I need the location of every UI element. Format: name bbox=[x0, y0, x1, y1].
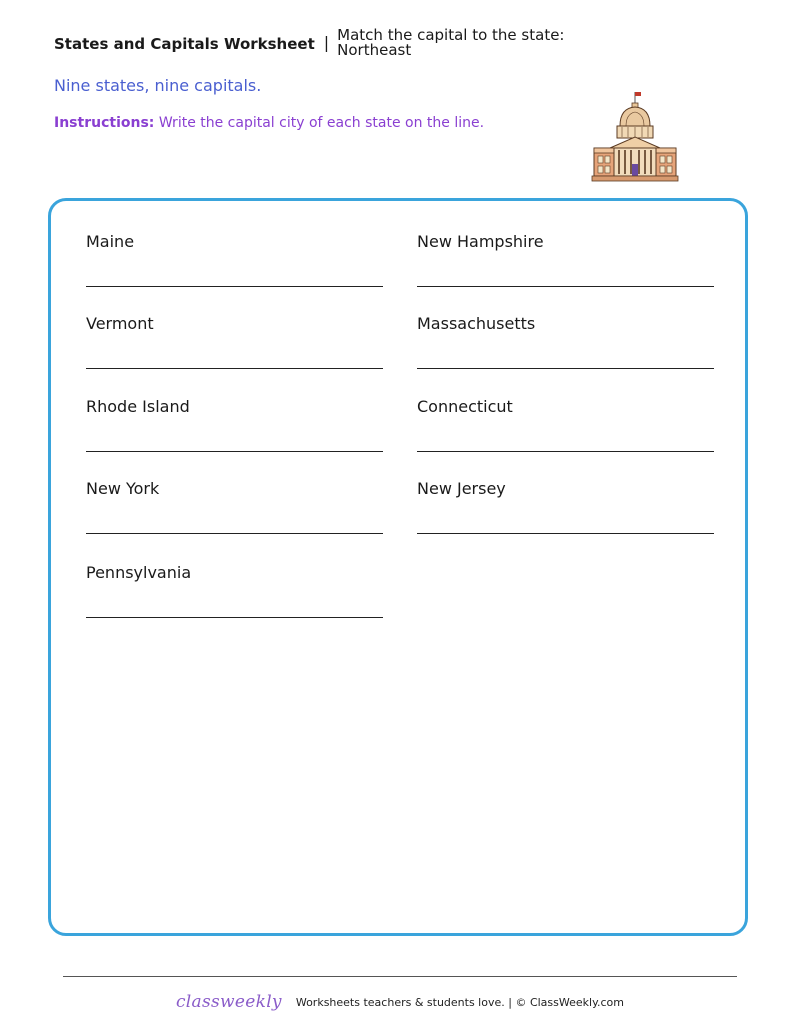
state-label: Maine bbox=[86, 232, 135, 251]
answer-line[interactable] bbox=[417, 368, 714, 369]
state-label: New York bbox=[86, 479, 160, 498]
subtitle-line-1: Match the capital to the state: bbox=[337, 26, 565, 44]
state-entry-new-hampshire bbox=[417, 232, 714, 252]
answer-line[interactable] bbox=[417, 533, 714, 534]
answer-line[interactable] bbox=[86, 286, 383, 287]
instructions bbox=[54, 115, 484, 131]
state-label: New Hampshire bbox=[417, 232, 544, 251]
state-entry-new-jersey bbox=[417, 479, 714, 499]
state-label: Massachusetts bbox=[417, 314, 536, 333]
state-entry-new-york bbox=[86, 479, 383, 499]
state-label: New Jersey bbox=[417, 479, 506, 498]
state-label: Rhode Island bbox=[86, 397, 190, 416]
state-entry-vermont bbox=[86, 314, 383, 334]
answer-line[interactable] bbox=[86, 368, 383, 369]
state-entry-massachusetts bbox=[417, 314, 714, 334]
answer-line[interactable] bbox=[86, 451, 383, 452]
state-label: Pennsylvania bbox=[86, 563, 192, 582]
footer-text: Worksheets teachers & students love. | © ClassWeekly.com bbox=[295, 995, 625, 1009]
state-entry-maine bbox=[86, 232, 383, 252]
brand-logo: classweekly bbox=[175, 992, 282, 1012]
state-entry-rhode-island bbox=[86, 397, 383, 417]
worksheet-subtitle bbox=[337, 28, 564, 58]
instructions-text: Write the capital city of each state on the line. bbox=[158, 115, 485, 131]
footer bbox=[0, 992, 800, 1012]
answer-line[interactable] bbox=[417, 451, 714, 452]
capitol-building-icon bbox=[590, 90, 680, 182]
instructions-label: Instructions: bbox=[54, 115, 155, 131]
answer-line[interactable] bbox=[86, 617, 383, 618]
state-entry-connecticut bbox=[417, 397, 714, 417]
worksheet-header bbox=[54, 28, 564, 58]
answer-line[interactable] bbox=[417, 286, 714, 287]
answer-panel bbox=[48, 198, 748, 936]
worksheet-title: States and Capitals Worksheet bbox=[54, 35, 315, 53]
subtitle-line-2: Northeast bbox=[337, 41, 412, 59]
state-entry-pennsylvania bbox=[86, 563, 383, 583]
answer-line[interactable] bbox=[86, 533, 383, 534]
footer-divider bbox=[63, 976, 737, 977]
state-label: Connecticut bbox=[417, 397, 513, 416]
tagline: Nine states, nine capitals. bbox=[54, 76, 262, 95]
title-separator: | bbox=[323, 33, 330, 52]
state-label: Vermont bbox=[86, 314, 154, 333]
